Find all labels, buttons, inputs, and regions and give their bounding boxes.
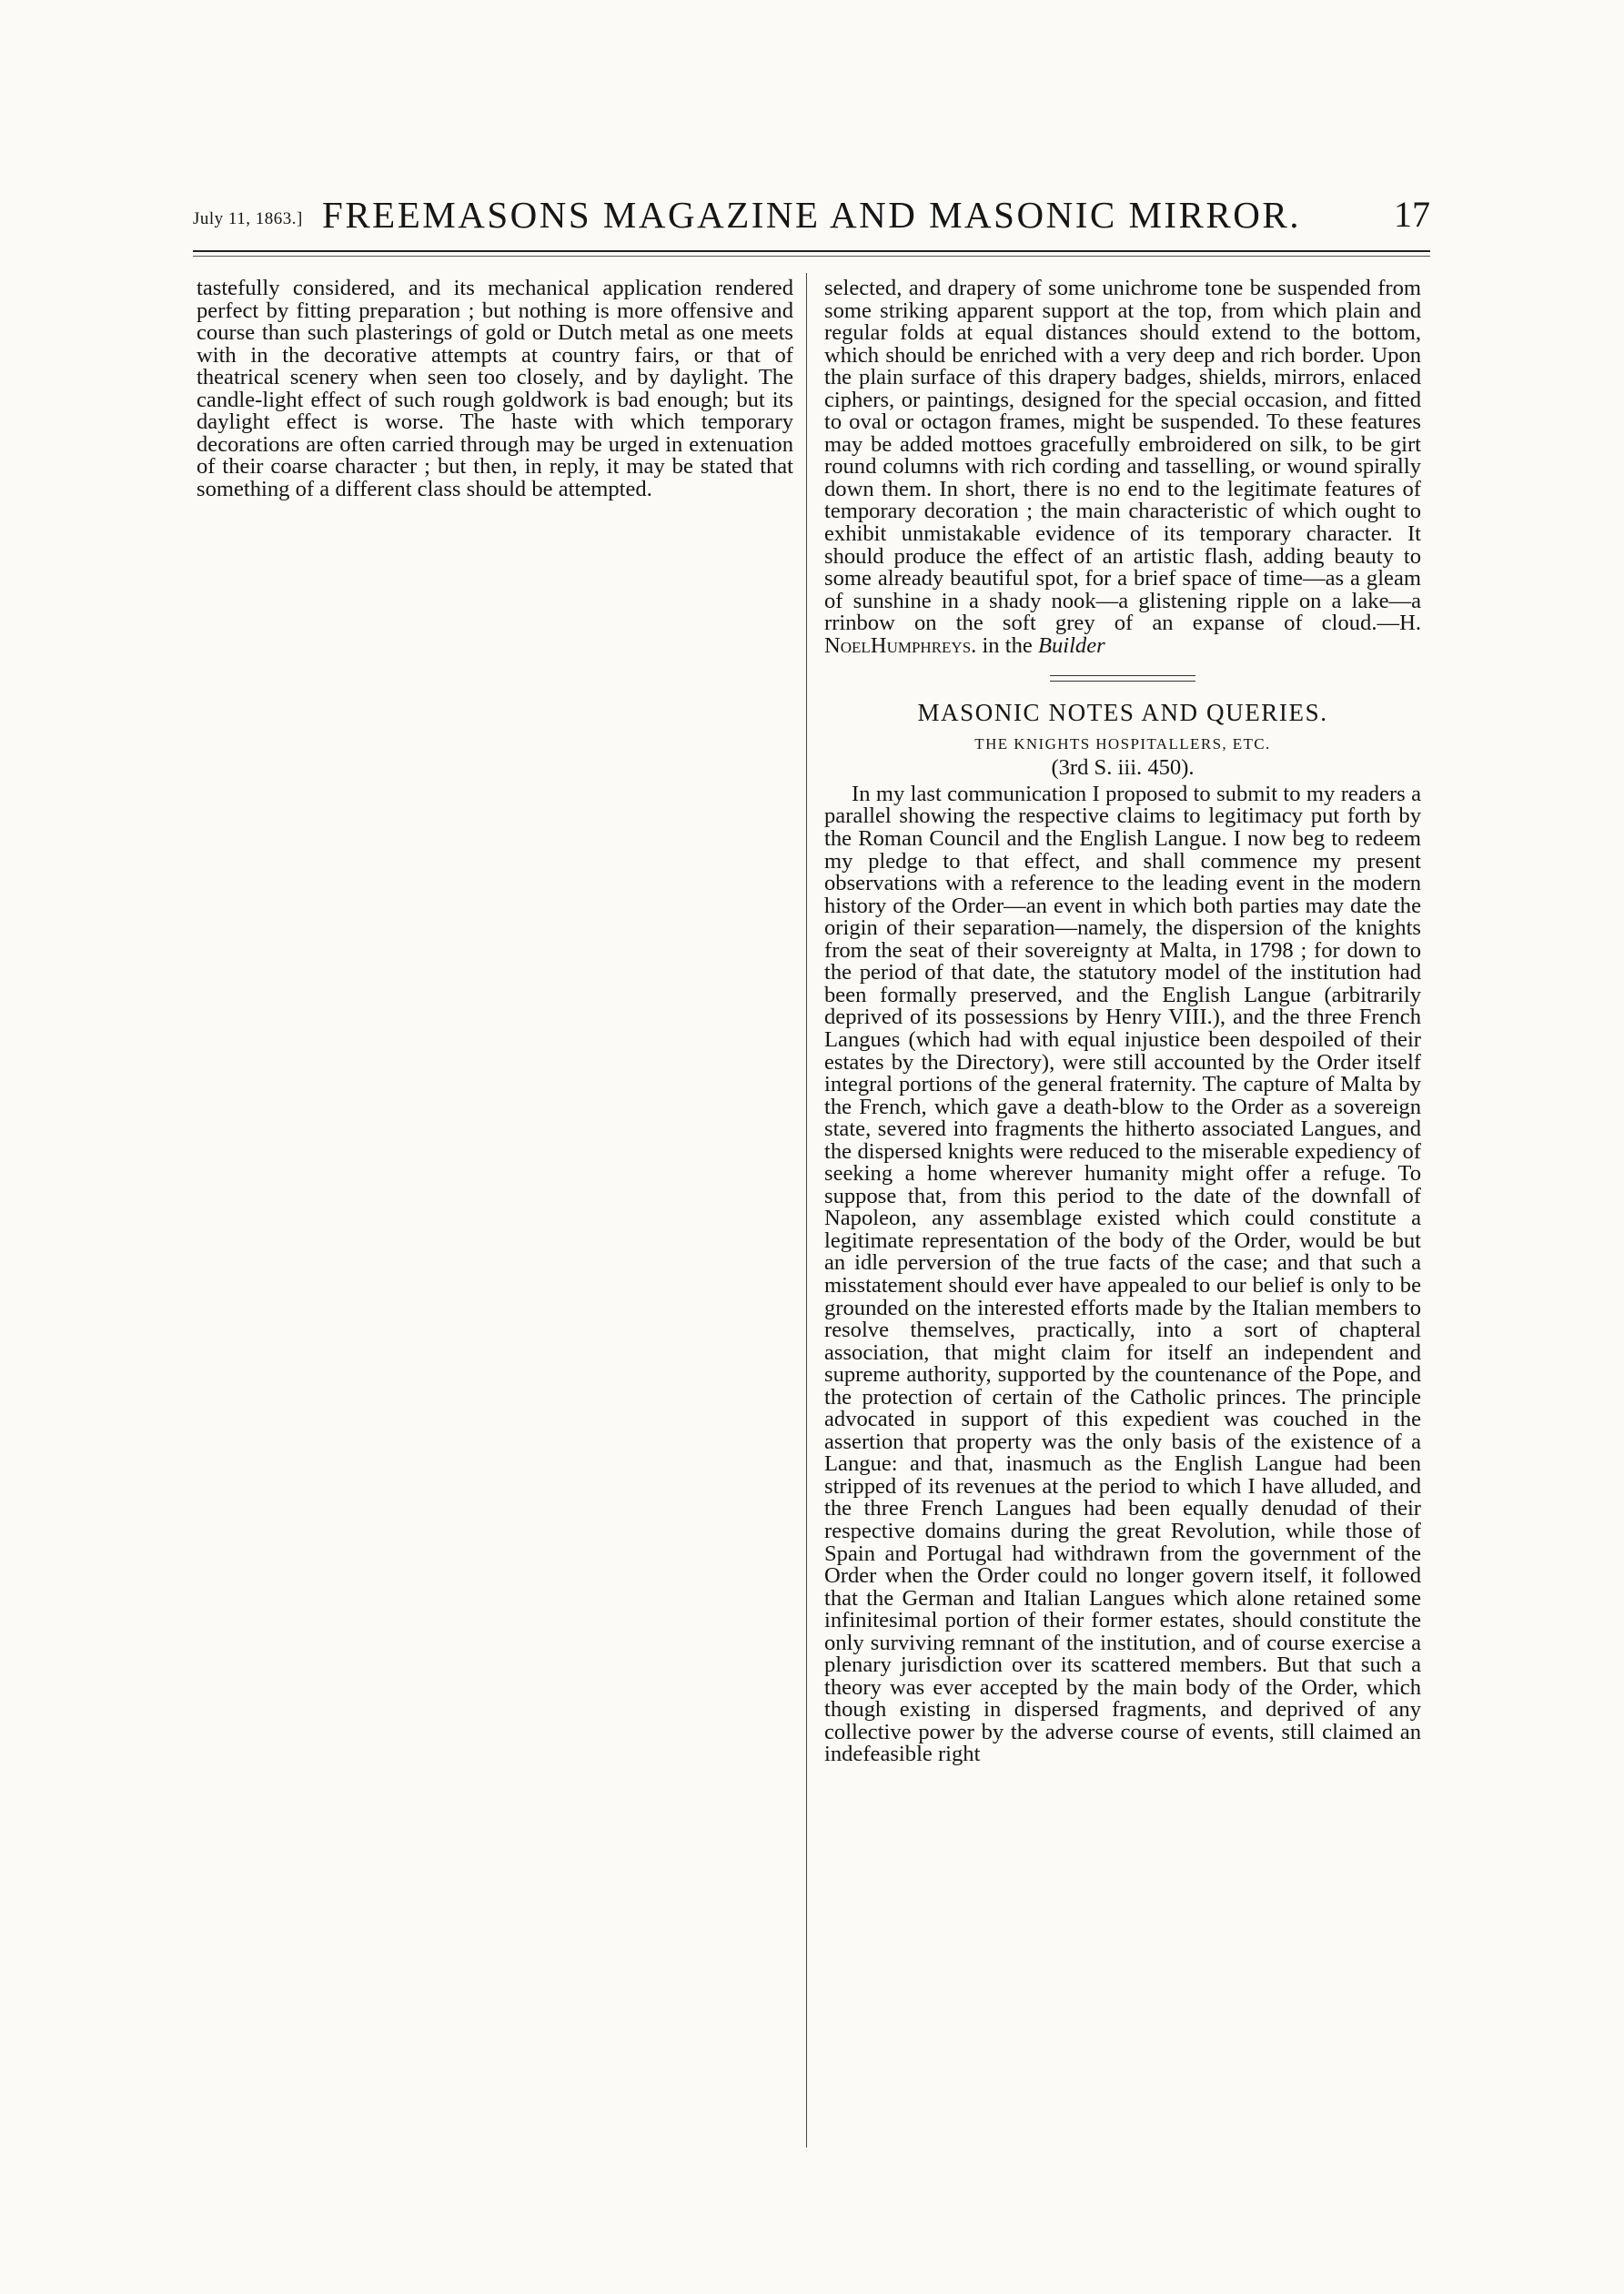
left-column bbox=[197, 278, 793, 500]
article-subheading: THE KNIGHTS HOSPITALLERS, ETC. bbox=[974, 734, 1271, 753]
right-body-paragraph: In my last communication I proposed to submit to my readers a parallel showing the respective claims to legitimacy put forth by the Roman Council and the English Langue. I now beg to redeem my pledge to that effect, and shall commence my present observations with a reference to the leading event in the modern history of the Order—an event in which both parties may date the origin of their separation—namely, the dispersion of the knights from the seat of their sovereignty at Malta, in 1798 ; for down to the period of that date, the statutory model of the institution had been formally preserved, and the English Langue (arbitrarily deprived of its possessions by Henry VIII.), and the three French Langues (which had with equal injustice been despoiled of their estates by the Directory), were still accounted by the Order itself integral portions of the general fraternity. The capture of Malta by the French, which gave a death-blow to the Order as a sovereign state, severed into fragments the hitherto associated Langues, and the dispersed knights were reduced to the miserable expediency of seeking a home wherever humanity might offer a refuge. To suppose that, from this period to the date of the downfall of Napoleon, any assemblage existed which could constitute a legitimate representation of the body of the Order, would be but an idle perversion of the true facts of the case; and that such a misstatement should ever have appealed to our belief is only to be grounded on the interested efforts made by the Italian members to resolve themselves, practically, into a sort of chapteral association, that might claim for itself an independent and supreme authority, supported by the countenance of the Pope, and the protection of certain of the Catholic princes. The principle advocated in support of this expedient was couched in the assertion that property was the only basis of the existence of a Langue: and that, inasmuch as the English Langue had been stripped of its revenues at the period to which I have alluded, and the three French Langues had been equally denudad of their respective domains during the great Revolution, while those of Spain and Portugal had withdrawn from the government of the Order when the Order could no longer govern itself, it followed that the German and Italian Langues which alone retained some infinitesimal portion of their former estates, should constitute the only surviving remnant of the institution, and of course exercise a plenary jurisdiction over its scattered members. But that such a theory was ever accepted by the main body of the Order, which though existing in dispersed fragments, and deprived of any collective power by the adverse course of events, still claimed an indefeasible right bbox=[824, 781, 1421, 1767]
column-divider bbox=[806, 273, 807, 2147]
article-source: Builder bbox=[1037, 632, 1105, 658]
intro-text: selected, and drapery of some unichrome tone be suspended from some striking apparent support at the top, from which plain and regular folds at equal distances should extend to the bottom, which should be enriched with a very deep and rich border. Upon the plain surface of this drapery badges, shields, mirrors, enlaced ciphers, or paintings, designed for the special occasion, and fitted to oval or octagon frames, might be suspended. To these features may be added mottoes gracefully embroidered on silk, to be girt round columns with rich cording and tasselling, or wound spirally down them. In short, there is no end to the legitimate features of temporary decoration ; the main characteristic of which ought to exhibit unmistakable evidence of its temporary character. It should produce the effect of an artistic flash, adding beauty to some already beautiful spot, for a brief space of time—as a gleam of sunshine in a shady nook—a glistening ripple on a lake—a rrinbow on the soft grey of an expanse of cloud.— bbox=[824, 276, 1421, 636]
section-separator bbox=[1050, 675, 1195, 682]
signature-tail: . in the bbox=[971, 632, 1038, 658]
right-intro-paragraph bbox=[824, 278, 1421, 657]
publication-title: FREEMASONS MAGAZINE AND MASONIC MIRROR. bbox=[322, 194, 1301, 236]
masthead bbox=[193, 187, 1430, 242]
left-paragraph: tastefully considered, and its mechanical application rendered perfect by fitting preparation ; but nothing is more offensive and course than such plasterings of gold or Dutch metal as one meets with in the decorative attempts at country fairs, or that of theatrical scenery when seen too closely, and by daylight. The candle-light effect of such rough goldwork is bad enough; but its daylight effect is worse. The haste with which temporary decorations are often carried through may be urged in extenuation of their coarse character ; but then, in reply, it may be stated that something of a different class should be attempted. bbox=[197, 276, 793, 501]
header-rule bbox=[193, 250, 1430, 252]
article-reference: (3rd S. iii. 450). bbox=[1051, 755, 1195, 781]
issue-date: July 11, 1863.] bbox=[193, 209, 303, 228]
section-title: MASONIC NOTES AND QUERIES. bbox=[917, 699, 1328, 727]
article-signature: H. NoelHumphreys bbox=[824, 611, 1421, 658]
header-rule-thin bbox=[193, 256, 1430, 257]
right-column bbox=[824, 278, 1421, 1766]
page-number: 17 bbox=[1394, 194, 1430, 235]
